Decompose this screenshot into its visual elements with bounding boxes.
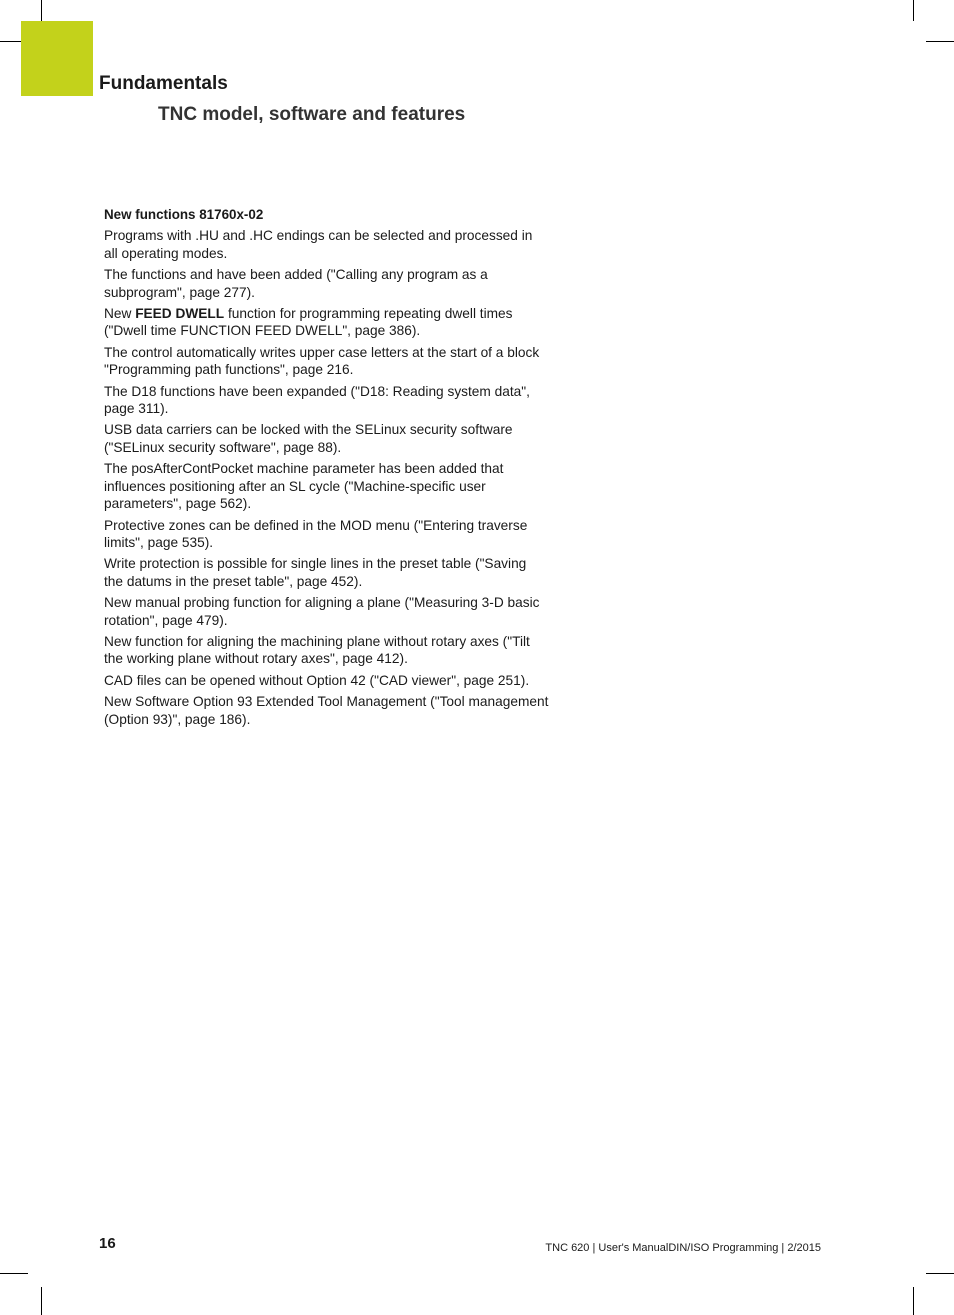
paragraph: New Software Option 93 Extended Tool Management ("Tool management (Option 93)", page 186). — [104, 694, 549, 727]
crop-mark-bottom-right-horizontal — [926, 1273, 954, 1274]
crop-mark-bottom-left-horizontal — [0, 1273, 28, 1274]
section-title: TNC model, software and features — [158, 104, 466, 125]
paragraph — [104, 305, 549, 340]
chapter-title: Fundamentals — [99, 73, 228, 94]
paragraph-text: New — [104, 306, 136, 322]
content-heading: New functions 81760x-02 — [104, 207, 264, 222]
crop-mark-top-right-horizontal — [926, 41, 954, 42]
paragraph: USB data carriers can be locked with the SELinux security software ("SELinux security software", page 88). — [104, 422, 513, 455]
crop-mark-bottom-left-vertical — [41, 1287, 42, 1315]
paragraph: New function for aligning the machining plane without rotary axes ("Tilt the working plane without rotary axes", page 412). — [104, 633, 530, 667]
paragraph: Protective zones can be defined in the MOD menu ("Entering traverse limits", page 535). — [104, 517, 528, 550]
paragraph: Programs with .HU and .HC endings can be selected and processed in all operating modes. — [104, 228, 533, 261]
paragraph: Write protection is possible for single lines in the preset table ("Saving the datums in the preset table", page 452). — [104, 556, 527, 589]
paragraph: CAD files can be opened without Option 42 ("CAD viewer", page 251). — [104, 672, 530, 688]
crop-mark-top-right-vertical — [913, 0, 914, 21]
paragraph: New manual probing function for aligning a plane ("Measuring 3-D basic rotation", page 479). — [104, 595, 540, 628]
paragraph: The control automatically writes upper case letters at the start of a block "Programming path functions", page 216. — [104, 344, 540, 378]
keyword-feed-dwell: FEED DWELL — [135, 306, 225, 322]
page-content — [104, 206, 549, 732]
crop-mark-top-left-vertical — [41, 0, 42, 21]
paragraph: The functions and have been added ("Calling any program as a subprogram", page 277). — [104, 267, 488, 300]
page-number: 16 — [99, 1235, 116, 1252]
paragraph-text: function for programming repeating dwell times ("Dwell time FUNCTION FEED DWELL", page 386). — [104, 306, 513, 339]
paragraph: The posAfterContPocket machine parameter has been added that influences positioning after an SL cycle ("Machine-specific user parameters", page 562). — [104, 461, 504, 512]
crop-mark-top-left-horizontal — [0, 41, 21, 42]
paragraph: The D18 functions have been expanded ("D18: Reading system data", page 311). — [104, 383, 530, 417]
chapter-color-tab — [21, 21, 93, 96]
crop-mark-bottom-right-vertical — [913, 1287, 914, 1315]
footer-text: TNC 620 | User's ManualDIN/ISO Programming | 2/2015 — [545, 1242, 821, 1254]
